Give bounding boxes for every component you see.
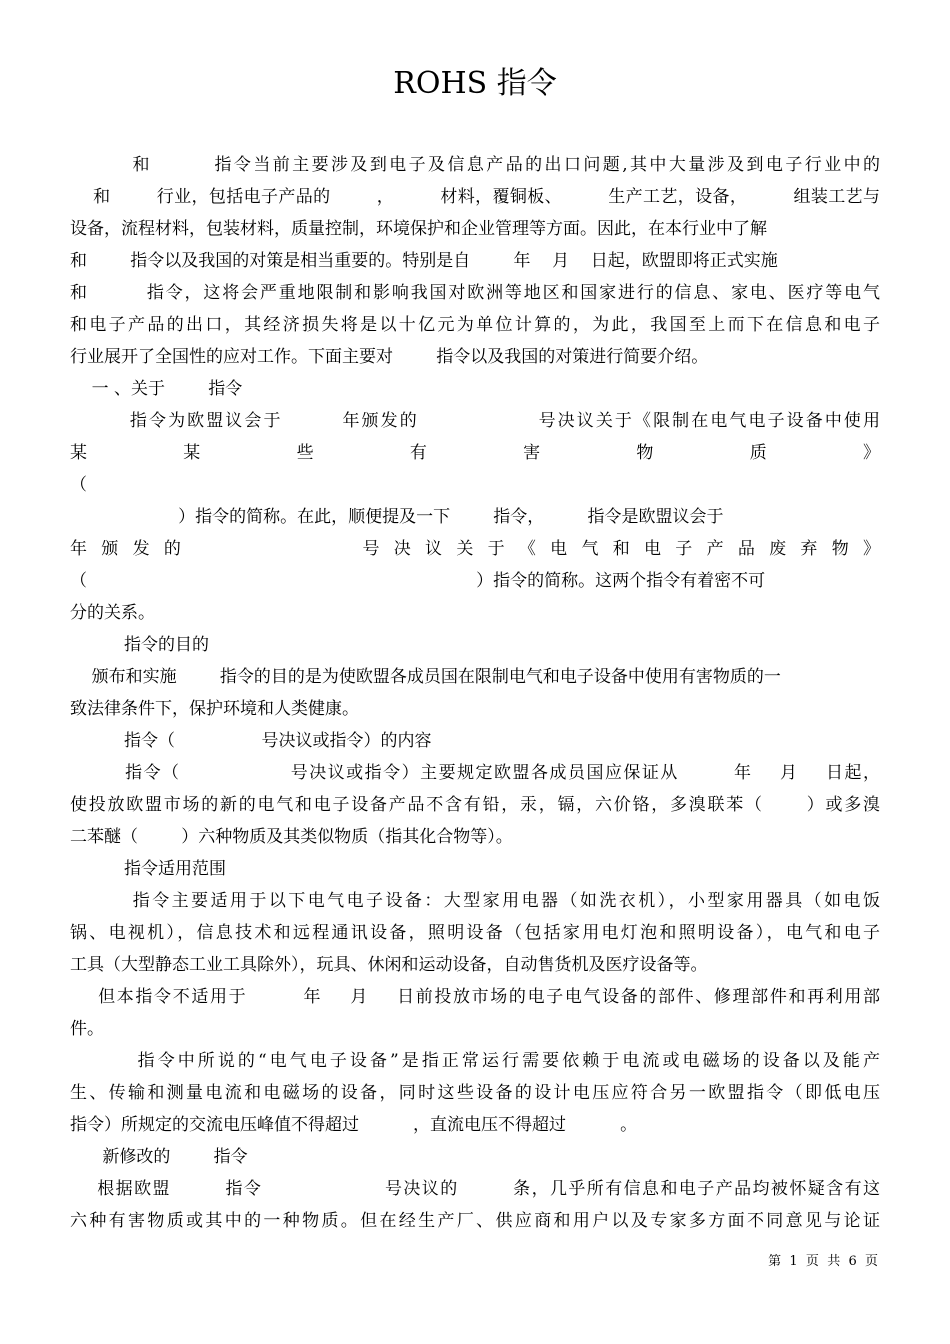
body-line: ）指令的简称。在此，顺便提及一下 指令， 指令是欧盟议会于 — [70, 507, 724, 527]
body-line: 指令（ 号决议或指令）的内容 — [70, 731, 432, 751]
body-line: 致法律条件下，保护环境和人类健康。 — [70, 699, 359, 719]
body-line: 指令中所说的“电气电子设备”是指正常运行需要依赖于电流或电磁场的设备以及能产 — [70, 1051, 880, 1071]
body-line: 新修改的 指令 — [70, 1147, 248, 1167]
body-line: 指令为欧盟议会于 年颁发的 号决议关于《限制在电气电子设备中使用 — [70, 411, 880, 431]
body-line: 六种有害物质或其中的一种物质。但在经生产厂、供应商和用户以及专家多方面不同意见与论证 — [70, 1211, 880, 1231]
document-title: ROHS 指令 — [393, 66, 557, 101]
body-line: 某 某 些 有 害 物 质 》 — [70, 443, 880, 463]
body-line: 锅、电视机），信息技术和远程通讯设备，照明设备（包括家用电灯泡和照明设备），电气和电子 — [70, 923, 880, 943]
body-line: 行业展开了全国性的应对工作。下面主要对 指令以及我国的对策进行简要介绍。 — [70, 347, 709, 367]
body-line: 指令（ 号决议或指令）主要规定欧盟各成员国应保证从 年 月 日起， — [70, 763, 880, 783]
body-line: 根据欧盟 指令 号决议的 条，几乎所有信息和电子产品均被怀疑含有这 — [70, 1179, 880, 1199]
body-line: 件。 — [70, 1019, 104, 1039]
body-line: 但本指令不适用于 年 月 日前投放市场的电子电气设备的部件、修理部件和再利用部 — [70, 987, 880, 1007]
body-line: 和 指令，这将会严重地限制和影响我国对欧洲等地区和国家进行的信息、家电、医疗等电气 — [70, 283, 880, 303]
body-line: 和 行业，包括电子产品的 ， 材料，覆铜板、 生产工艺，设备， 组装工艺与 — [70, 187, 880, 207]
body-line: 设备，流程材料，包装材料，质量控制，环境保护和企业管理等方面。因此，在本行业中了解 — [70, 219, 767, 239]
body-line: 指令）所规定的交流电压峰值不得超过 ，直流电压不得超过 。 — [70, 1115, 638, 1135]
body-line: 一 、关于 指令 — [70, 379, 243, 399]
body-line: 分的关系。 — [70, 603, 155, 623]
body-line: 和电子产品的出口，其经济损失将是以十亿元为单位计算的，为此，我国至上而下在信息和电子 — [70, 315, 880, 335]
body-line: 颁布和实施 指令的目的是为使欧盟各成员国在限制电气和电子设备中使用有害物质的一 — [70, 667, 781, 687]
body-line: 生、传输和测量电流和电磁场的设备，同时这些设备的设计电压应符合另一欧盟指令（即低电压 — [70, 1083, 880, 1103]
body-line: 指令适用范围 — [70, 859, 227, 879]
body-line: 指令主要适用于以下电气电子设备：大型家用电器（如洗衣机），小型家用器具（如电饭 — [70, 891, 880, 911]
body-line: 年 颁 发 的 号 决 议 关 于 《 电 气 和 电 子 产 品 废 弃 物 》 — [70, 539, 880, 559]
body-line: 工具（大型静态工业工具除外），玩具、休闲和运动设备，自动售货机及医疗设备等。 — [70, 955, 708, 975]
page-footer: 第 1 页 共 6 页 — [768, 1254, 878, 1269]
body-line: 使投放欧盟市场的新的电气和电子设备产品不含有铅，汞，镉，六价铬，多溴联苯（ ）或多溴 — [70, 795, 880, 815]
body-line: （ ）指令的简称。这两个指令有着密不可 — [70, 571, 766, 591]
body-line: （ — [70, 475, 87, 495]
body-line: 二苯醚（ ）六种物质及其类似物质（指其化合物等）。 — [70, 827, 513, 847]
body-line: 指令的目的 — [70, 635, 210, 655]
body-line: 和 指令当前主要涉及到电子及信息产品的出口问题,其中大量涉及到电子行业中的 — [70, 155, 880, 175]
body-line: 和 指令以及我国的对策是相当重要的。特别是自 年 月 日起，欧盟即将正式实施 — [70, 251, 778, 271]
